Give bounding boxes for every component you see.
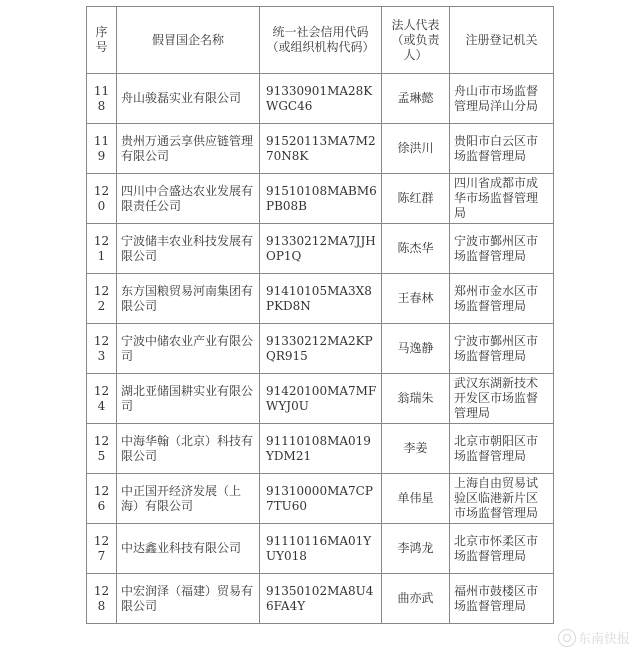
cell-rep: 王春林 [382,274,450,324]
cell-seq: 125 [87,424,117,474]
cell-auth: 北京市朝阳区市场监督管理局 [450,424,554,474]
cell-name: 湖北亚储国耕实业有限公司 [117,374,260,424]
table-row [87,174,554,224]
cell-rep: 曲亦武 [382,574,450,624]
table-header-row [87,7,554,74]
cell-code: 91520113MA7M270N8K [260,124,382,174]
cell-code: 91410105MA3X8PKD8N [260,274,382,324]
cell-name: 中达鑫业科技有限公司 [117,524,260,574]
cell-name: 宁波中储农业产业有限公司 [117,324,260,374]
cell-auth: 北京市怀柔区市场监督管理局 [450,524,554,574]
cell-seq: 127 [87,524,117,574]
cell-seq: 118 [87,74,117,124]
watermark-text: 东南快报 [577,632,630,647]
header-name: 假冒国企名称 [117,7,260,74]
cell-name: 东方国粮贸易河南集团有限公司 [117,274,260,324]
cell-code: 91330212MA7JJHOP1Q [260,224,382,274]
cell-auth: 上海自由贸易试验区临港新片区市场监督管理局 [450,474,554,524]
cell-auth: 宁波市鄞州区市场监督管理局 [450,324,554,374]
cell-rep: 陈红群 [382,174,450,224]
table-row [87,274,554,324]
cell-seq: 124 [87,374,117,424]
table-row [87,524,554,574]
cell-auth: 郑州市金水区市场监督管理局 [450,274,554,324]
cell-code: 91510108MABM6PB08B [260,174,382,224]
table-row [87,224,554,274]
cell-rep: 陈杰华 [382,224,450,274]
cell-rep: 孟琳懿 [382,74,450,124]
cell-name: 舟山骏磊实业有限公司 [117,74,260,124]
cell-seq: 126 [87,474,117,524]
table-row [87,574,554,624]
cell-code: 91110116MA01YUY018 [260,524,382,574]
cell-auth: 福州市鼓楼区市场监督管理局 [450,574,554,624]
cell-seq: 120 [87,174,117,224]
table-row [87,374,554,424]
table-row [87,424,554,474]
cell-auth: 武汉东湖新技术开发区市场监督管理局 [450,374,554,424]
cell-rep: 翁瑞朱 [382,374,450,424]
cell-seq: 121 [87,224,117,274]
cell-auth: 宁波市鄞州区市场监督管理局 [450,224,554,274]
table-row [87,324,554,374]
cell-auth: 四川省成都市成华市场监督管理局 [450,174,554,224]
cell-rep: 单伟星 [382,474,450,524]
cell-code: 91310000MA7CP7TU60 [260,474,382,524]
watermark [558,628,630,647]
cell-code: 91420100MA7MFWYJ0U [260,374,382,424]
cell-rep: 李姜 [382,424,450,474]
cell-rep: 徐洪川 [382,124,450,174]
cell-name: 宁波储丰农业科技发展有限公司 [117,224,260,274]
cell-name: 贵州万通云享供应链管理有限公司 [117,124,260,174]
cell-rep: 李鸿龙 [382,524,450,574]
cell-code: 91330212MA2KPQR915 [260,324,382,374]
cell-auth: 舟山市市场监督管理局洋山分局 [450,74,554,124]
cell-name: 四川中合盛达农业发展有限责任公司 [117,174,260,224]
table-row [87,474,554,524]
cell-auth: 贵阳市白云区市场监督管理局 [450,124,554,174]
header-auth: 注册登记机关 [450,7,554,74]
weibo-logo-icon [558,629,576,647]
cell-name: 中宏润泽（福建）贸易有限公司 [117,574,260,624]
cell-name: 中正国开经济发展（上海）有限公司 [117,474,260,524]
cell-seq: 123 [87,324,117,374]
cell-name: 中海华翰（北京）科技有限公司 [117,424,260,474]
header-seq: 序号 [87,7,117,74]
table-row [87,74,554,124]
header-rep: 法人代表（或负责人） [382,7,450,74]
counterfeit-soe-table [86,6,554,624]
cell-seq: 128 [87,574,117,624]
cell-seq: 122 [87,274,117,324]
table-row [87,124,554,174]
cell-code: 91350102MA8U46FA4Y [260,574,382,624]
cell-seq: 119 [87,124,117,174]
cell-code: 91330901MA28KWGC46 [260,74,382,124]
cell-code: 91110108MA019YDM21 [260,424,382,474]
cell-rep: 马逸静 [382,324,450,374]
header-code: 统一社会信用代码（或组织机构代码） [260,7,382,74]
